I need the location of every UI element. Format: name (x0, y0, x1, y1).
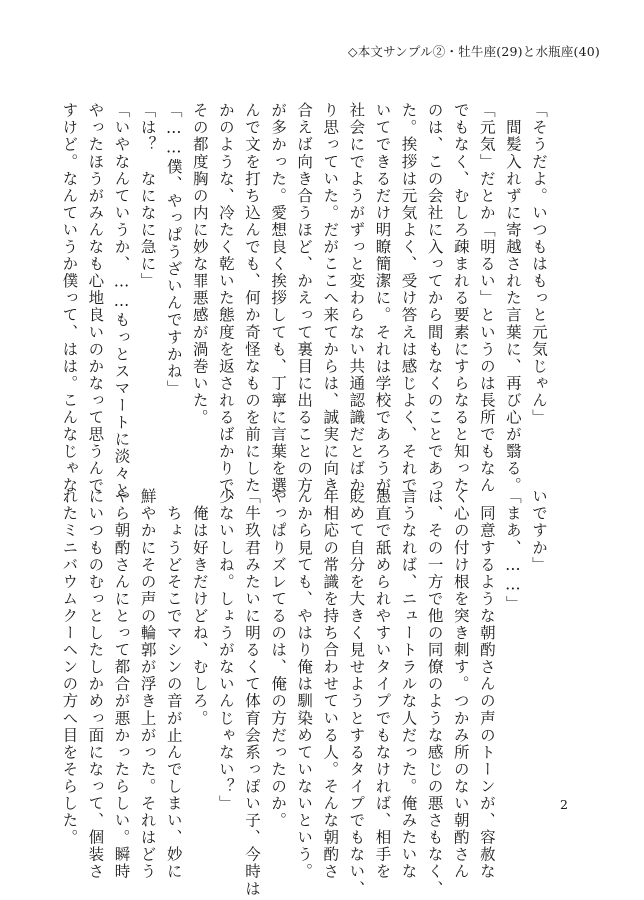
lower-text-block (60, 488, 552, 898)
text-line: 「まあ、……」 (503, 488, 522, 613)
text-line: が多かった。愛想良く挨拶しても、丁寧に言葉を選 (269, 102, 288, 495)
text-line: 俺は好きだけどね、むしろ。 (190, 488, 209, 727)
text-line: でもなく、むしろ疎まれる要素にすらなると知った (451, 102, 470, 495)
page-number: 2 (560, 797, 568, 812)
text-line: 言うなれば、ニュートラルな人だった。俺みたいな (399, 488, 418, 881)
text-line: 愚直で舐められやすいタイプでもなければ、相手を (373, 488, 392, 881)
text-line: 「……僕、やっぱうざいんですかね」 (164, 102, 183, 397)
text-line: た。挨拶は元気よく、受け答えは感じよく、それで (399, 102, 418, 495)
text-line: やら朝酌さんにとって都合が悪かったらしい。瞬時 (112, 488, 131, 881)
upper-text-block (60, 102, 552, 512)
text-line: 合えば向き合うほど、かえって裏目に出ることの方 (295, 102, 314, 495)
text-line: やったほうがみんなも心地良いのかなって思うんで (86, 102, 105, 495)
text-line: 「いやなんていうか、……もっとスマートに淡々と (112, 102, 131, 500)
text-line: 「そうだよ。いつもはもっと元気じゃん」 (530, 102, 548, 426)
text-line: 間髪入れずに寄越された言葉に、再び心が翳る。 (503, 102, 522, 495)
text-line: かのような、冷たく乾いた態度を返されるばかりで、 (216, 102, 235, 512)
text-line: にいつものむっとしたしかめっ面になって、個装さ (86, 488, 105, 881)
text-line: く心の付け根を突き刺す。つかみ所のない朝酌さん (451, 488, 470, 881)
text-line: んで文を打ち込んでも、何か奇怪なものを前にした (242, 102, 261, 495)
text-line: 「は？ なになに急に」 (138, 102, 157, 290)
text-line: 鮮やかにその声の輪郭が浮き上がった。それはどう (138, 488, 157, 881)
text-line: いですか」 (530, 488, 548, 574)
text-line: 貶めて自分を大きく見せようとするタイプでもない、 (347, 488, 366, 898)
text-line: すけど。なんていうか僕って、はは。こんなじゃな (60, 102, 79, 495)
text-line: 「牛玖君みたいに明るくて体育会系っぽい子、今時は (242, 488, 261, 898)
text-line: れたミニバウムクーヘンの方へ目をそらした。 (60, 488, 79, 847)
text-line: いてできるだけ明瞭簡潔に。それは学校であろうが (373, 102, 392, 495)
text-line: んから見ても、やはり俺は馴染めていないという。 (295, 488, 314, 881)
running-header: ◇本文サンプル②・牡牛座(29)と水瓶座(40) (347, 44, 600, 59)
text-line: のは、この会社に入ってから間もなくのことであっ (425, 102, 444, 495)
text-line: 同意するような朝酌さんの声のトーンが、容赦な (477, 488, 496, 881)
text-line: その都度胸の内に妙な罪悪感が渦巻いた。 (190, 102, 209, 426)
text-line: ちょうどそこでマシンの音が止んでしまい、妙に (164, 488, 183, 881)
text-line: 「元気」だとか「明るい」というのは長所でもなん (477, 102, 496, 495)
text-line: 年相応の常識を持ち合わせている人。そんな朝酌さ (321, 488, 340, 881)
text-line: 少ないしね。しょうがないんじゃない？」 (216, 488, 235, 812)
text-line: り思っていた。だがここへ来てからは、誠実に向き (321, 102, 340, 495)
text-line: 社会にでようがずっと変わらない共通認識だとばか (347, 102, 366, 495)
text-line: は、その一方で他の同僚のような感じの悪さもなく、 (425, 488, 444, 898)
text-line: やっぱりズレてるのは、俺の方だったのか。 (269, 488, 288, 829)
